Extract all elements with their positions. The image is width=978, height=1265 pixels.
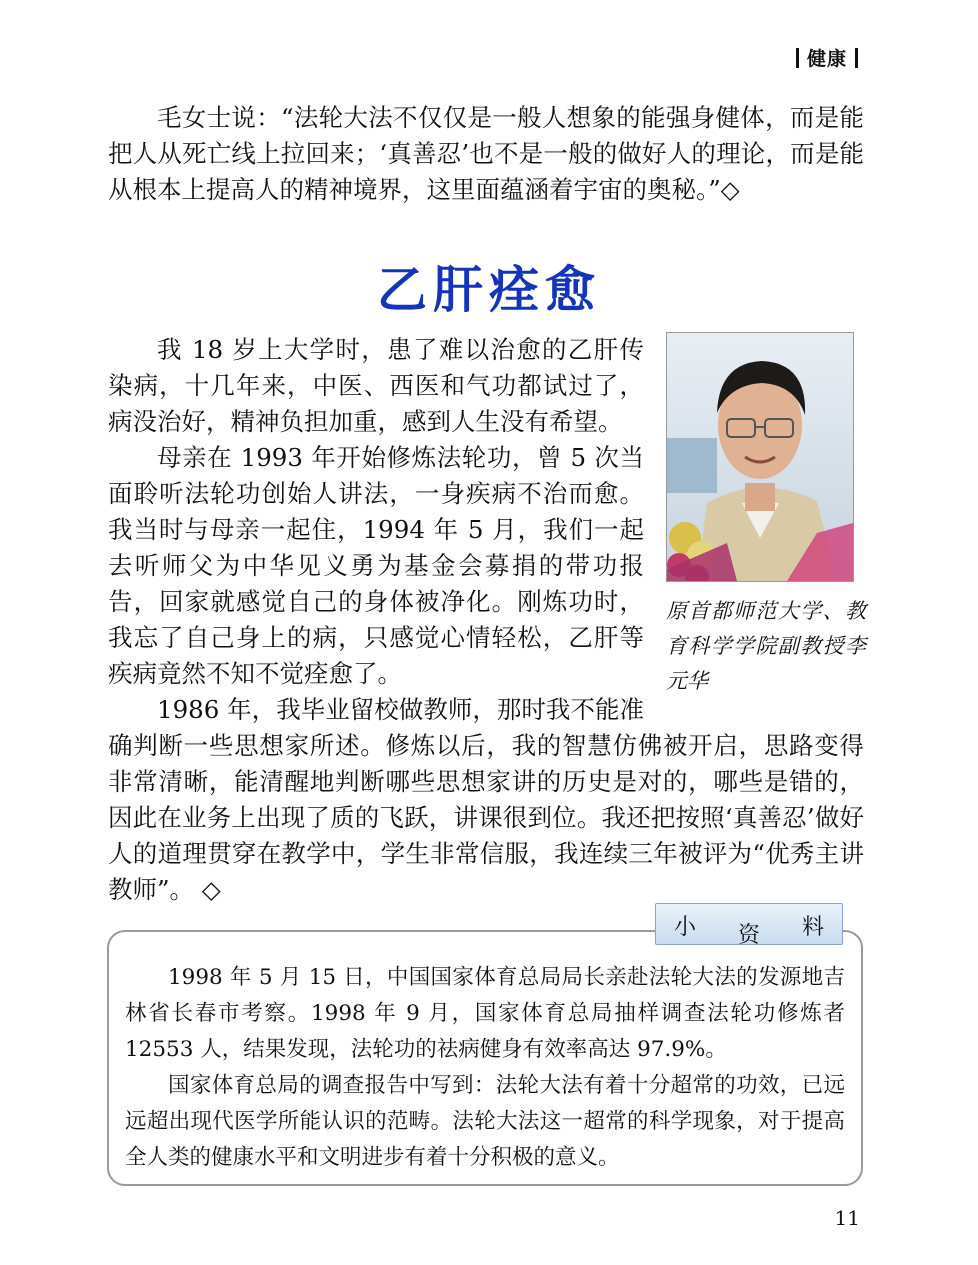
note-paragraph: 1998 年 5 月 15 日，中国国家体育总局局长亲赴法轮大法的发源地吉林省长春市考察。1998 年 9 月，国家体育总局抽样调查法轮功修炼者 12553 人，结果发现，法轮功的祛病健身有效率高达 97.9%。 — [125, 965, 845, 1062]
section-tag-bar-right — [855, 48, 858, 68]
article-paragraph: 母亲在 1993 年开始修炼法轮功，曾 5 次当面聆听法轮功创始人讲法，一身疾病不治而愈。我当时与母亲一起住，1994 年 5 月，我们一起去听师父为中华见义勇为基金会募捐的带功报告，回家就感觉自己的身体被净化。刚炼功时，我忘了自己身上的病，只感觉心情轻松，乙肝等疾病竟然不知不觉痊愈了。 — [108, 443, 644, 688]
article-paragraph: 我 18 岁上大学时，患了难以治愈的乙肝传染病，十几年来，中医、西医和气功都试过了，病没治好，精神负担加重，感到人生没有希望。 — [108, 335, 644, 436]
section-tag-bar-left — [796, 48, 799, 68]
photo-caption: 原首都师范大学、教育科学学院副教授李元华 — [666, 599, 866, 693]
section-tag — [788, 44, 866, 71]
portrait-photo — [666, 332, 854, 582]
note-text — [125, 960, 845, 1176]
intro-text — [108, 100, 864, 208]
note-label — [655, 903, 843, 948]
note-paragraph: 国家体育总局的调查报告中写到：法轮大法有着十分超常的功效，已远远超出现代医学所能认识的范畴。法轮大法这一超常的科学现象，对于提高全人类的健康水平和文明进步有着十分积极的意义。 — [125, 1073, 845, 1170]
page-number: 11 — [834, 1206, 860, 1230]
photo-box — [666, 332, 870, 699]
note-label-char: 资 — [738, 923, 761, 948]
article-body — [108, 332, 864, 908]
note-label-char: 料 — [802, 915, 825, 940]
intro-paragraph: 毛女士说：“法轮大法不仅仅是一般人想象的能强身健体，而是能把人从死亡线上拉回来；‘真善忍’也不是一般的做好人的理论，而是能从根本上提高人的精神境界，这里面蕴涵着宇宙的奥秘。”◇ — [108, 103, 864, 204]
note-label-char: 小 — [674, 915, 697, 940]
article-title: 乙肝痊愈 — [377, 261, 601, 319]
portrait-illustration — [667, 333, 853, 581]
article-paragraph: 1986 年，我毕业留校做教师，那时我不能准确判断一些思想家所述。修炼以后，我的智慧仿佛被开启，思路变得非常清晰，能清醒地判断哪些思想家讲的历史是对的，哪些是错的，因此在业务上出现了质的飞跃，讲课很到位。我还把按照‘真善忍’做好人的道理贯穿在教学中，学生非常信服，我连续三年被评为“优秀主讲教师”。 ◇ — [108, 695, 864, 904]
section-tag-label: 健康 — [806, 48, 847, 70]
